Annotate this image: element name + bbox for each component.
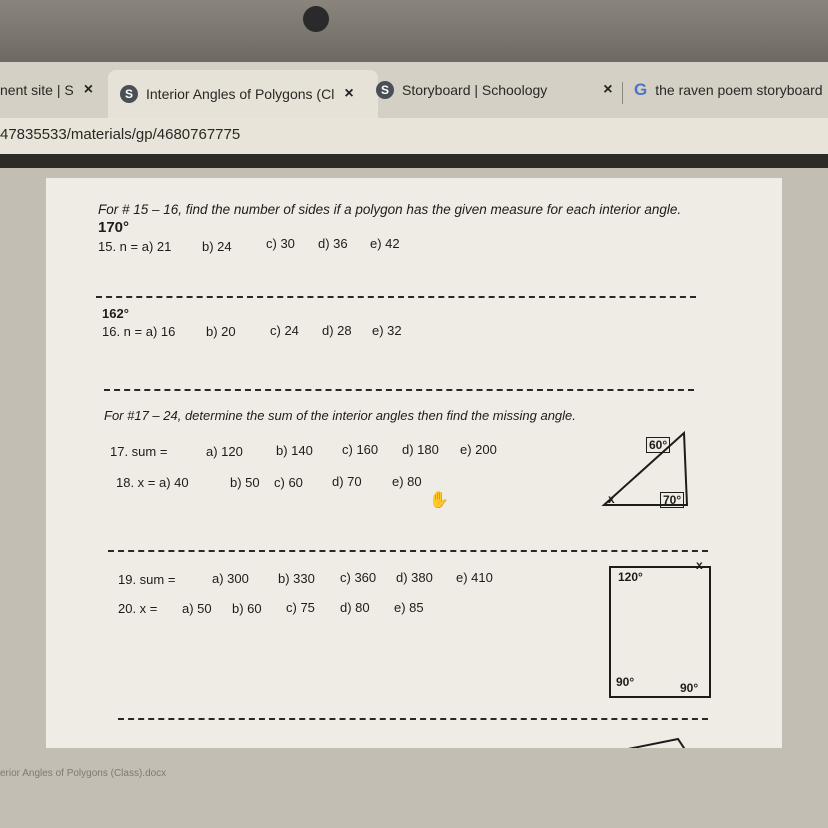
worksheet-page xyxy=(46,178,782,748)
q18-choice-c: c) 60 xyxy=(274,475,303,490)
browser-tab-bar xyxy=(0,62,828,118)
tab-label: the raven poem storyboard xyxy=(655,82,823,98)
monitor-bezel xyxy=(0,0,828,62)
q17-prompt: 17. sum = xyxy=(110,444,168,459)
q18-choice-e: e) 80 xyxy=(392,474,422,489)
q15-choice-b: b) 24 xyxy=(202,239,232,254)
document-filename: erior Angles of Polygons (Class).docx xyxy=(0,768,167,779)
angle-label-15: 170° xyxy=(98,219,130,236)
q17-choice-e: e) 200 xyxy=(460,442,497,457)
q19-choice-a: a) 300 xyxy=(212,571,249,586)
q19-choice-b: b) 330 xyxy=(278,571,315,586)
q18-choice-d: d) 70 xyxy=(332,474,362,489)
tab-separator xyxy=(622,82,623,104)
q16-choice-e: e) 32 xyxy=(372,323,402,338)
q20-prompt: 20. x = xyxy=(118,601,158,616)
q19-choice-e: e) 410 xyxy=(456,570,493,585)
webcam xyxy=(303,6,329,32)
q16-choice-d: d) 28 xyxy=(322,323,352,338)
tab-interior-angles[interactable] xyxy=(108,70,378,118)
angle-label-16: 162° xyxy=(102,306,129,321)
tab-storyboard[interactable] xyxy=(376,70,616,110)
q15-prompt: 15. n = a) 21 xyxy=(98,239,172,254)
q15-choice-e: e) 42 xyxy=(370,236,400,251)
q20-choice-d: d) 80 xyxy=(340,600,370,615)
url-text: 47835533/materials/gp/4680767775 xyxy=(0,126,241,143)
quad-angle-x: x xyxy=(696,558,703,572)
q20-choice-a: a) 50 xyxy=(182,601,212,616)
q20-choice-b: b) 60 xyxy=(232,601,262,616)
schoology-icon: S xyxy=(376,81,394,99)
q16-choice-c: c) 24 xyxy=(270,323,299,338)
q19-choice-d: d) 380 xyxy=(396,570,433,585)
triangle-angle-x: x xyxy=(608,492,615,506)
tab-label: nent site | S xyxy=(0,82,74,98)
q15-choice-c: c) 30 xyxy=(266,236,295,251)
q19-choice-c: c) 360 xyxy=(340,570,377,585)
q17-choice-a: a) 120 xyxy=(206,444,243,459)
q16-prompt: 16. n = a) 16 xyxy=(102,324,176,339)
tab-label: Storyboard | Schoology xyxy=(402,82,548,98)
quad-angle-top-left: 120° xyxy=(618,570,643,584)
q20-choice-c: c) 75 xyxy=(286,600,315,615)
close-icon[interactable]: × xyxy=(603,81,613,98)
divider xyxy=(96,296,696,298)
q16-choice-b: b) 20 xyxy=(206,324,236,339)
q17-choice-d: d) 180 xyxy=(402,442,439,457)
divider xyxy=(108,550,708,552)
quad-angle-bottom-right: 90° xyxy=(680,681,699,695)
quad-angle-bottom-left: 90° xyxy=(616,675,635,689)
q17-choice-c: c) 160 xyxy=(342,442,379,457)
google-icon: G xyxy=(634,80,648,99)
next-figure-partial xyxy=(616,733,696,748)
divider xyxy=(118,718,708,720)
schoology-icon: S xyxy=(120,85,138,103)
q19-prompt: 19. sum = xyxy=(118,572,176,587)
tab-raven-search[interactable] xyxy=(634,70,828,110)
triangle-angle-right: 70° xyxy=(660,492,684,508)
toolbar-strip xyxy=(0,154,828,168)
q18-choice-b: b) 50 xyxy=(230,475,260,490)
address-bar[interactable] xyxy=(0,118,828,155)
q18-prompt: 18. x = a) 40 xyxy=(116,475,189,490)
divider xyxy=(104,389,694,391)
hand-cursor-icon: ✋ xyxy=(429,492,449,509)
close-icon[interactable]: × xyxy=(83,81,94,98)
tab-label: Interior Angles of Polygons (Cl xyxy=(146,86,335,102)
tab-student-site[interactable] xyxy=(0,70,100,110)
instruction-17-24: For #17 – 24, determine the sum of the interior angles then find the missing angle. xyxy=(104,408,576,423)
document-viewer xyxy=(0,168,828,828)
triangle-angle-top: 60° xyxy=(646,437,670,453)
close-icon[interactable]: × xyxy=(344,85,354,102)
q20-choice-e: e) 85 xyxy=(394,600,424,615)
q17-choice-b: b) 140 xyxy=(276,443,313,458)
instruction-15-16: For # 15 – 16, find the number of sides if a polygon has the given measure for each interior angle. xyxy=(98,202,682,217)
q15-choice-d: d) 36 xyxy=(318,236,348,251)
